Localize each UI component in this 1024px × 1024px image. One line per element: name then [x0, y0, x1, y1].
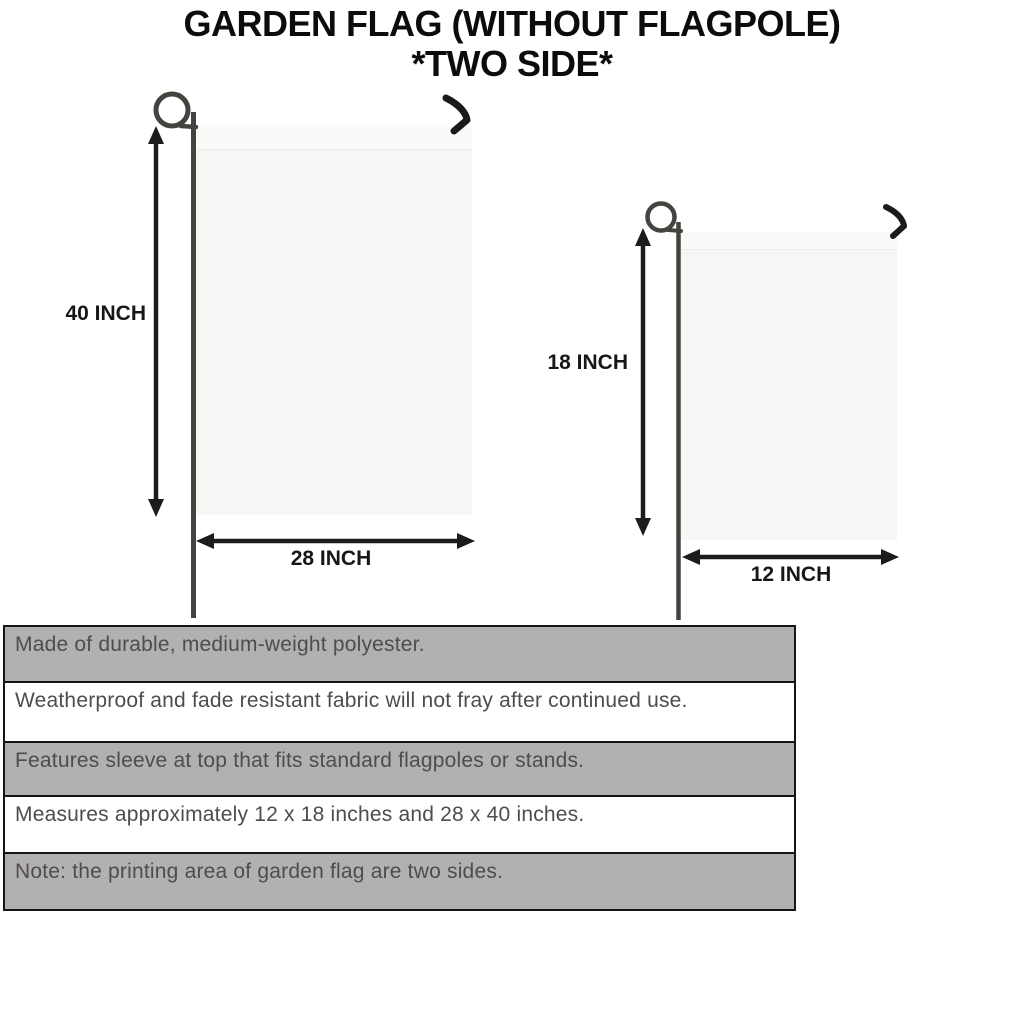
page-title — [0, 4, 1024, 84]
spec-row-material: Made of durable, medium-weight polyester. — [5, 627, 794, 681]
small-pole-loop-icon — [648, 204, 675, 231]
large-pole-loop-stub-icon — [181, 126, 196, 127]
large-width-label: 28 INCH — [290, 547, 372, 570]
spec-table — [3, 625, 796, 911]
large-flag-sleeve — [196, 127, 472, 150]
title-line-1: GARDEN FLAG (WITHOUT FLAGPOLE) — [183, 3, 841, 44]
large-height-label: 40 INCH — [65, 302, 146, 325]
spec-row-note: Note: the printing area of garden flag are two sides. — [5, 852, 794, 909]
small-height-label: 18 INCH — [547, 351, 628, 374]
title-line-2: *TWO SIDE* — [411, 43, 613, 84]
spec-row-measures: Measures approximately 12 x 18 inches and 28 x 40 inches. — [5, 795, 794, 852]
small-pole-loop-stub-icon — [668, 230, 681, 231]
large-pole-loop-icon — [156, 94, 188, 126]
large-height-arrow-icon — [148, 126, 164, 517]
spec-row-sleeve: Features sleeve at top that fits standard flagpoles or stands. — [5, 741, 794, 795]
small-flag-sleeve — [679, 232, 897, 250]
spec-row-weatherproof: Weatherproof and fade resistant fabric will not fray after continued use. — [5, 681, 794, 741]
small-height-arrow-icon — [635, 228, 651, 536]
large-flag — [196, 127, 472, 515]
small-flag — [679, 232, 897, 540]
small-width-label: 12 INCH — [750, 563, 832, 586]
